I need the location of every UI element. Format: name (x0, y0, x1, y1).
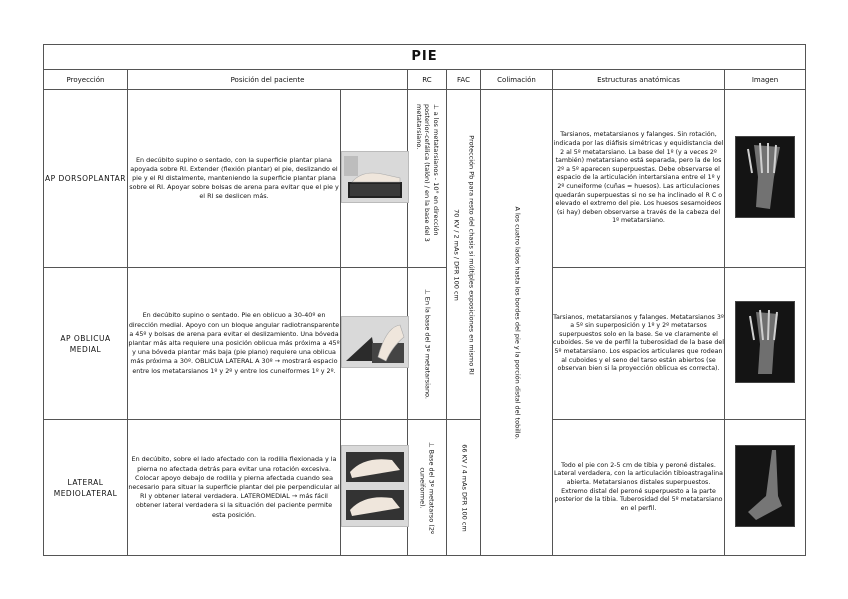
patient-position-photo-icon (341, 445, 409, 527)
patient-position-photo-icon (341, 151, 409, 203)
xray-cell (725, 90, 806, 268)
rc-text: ⊥ En la base del 3º metatarsiano. (423, 288, 432, 399)
rc-text: ⊥ Base del 3º metatarso (2º cuneiforme). (419, 441, 436, 534)
table-row (44, 90, 806, 268)
header-projection: Proyección (44, 69, 128, 89)
foot-protocol-table (43, 44, 806, 556)
position-photo-cell (341, 268, 408, 420)
rc-cell (408, 268, 447, 420)
fac-cell-lateral (447, 420, 481, 556)
rc-cell (408, 90, 447, 268)
xray-image-icon (735, 136, 795, 218)
header-fac: FAC (447, 69, 481, 89)
table-row (44, 268, 806, 420)
position-cell: En decúbito supino o sentado. Pie en oblicuo a 30-40º en dirección medial. Apoyo con un bloque angular radiotransparente a 45º y bolsas de arena para evitar el deslizamiento. Una bóveda plantar más alta requiere una posición oblicua más próxima a 45º y una bóveda plantar más baja (pie plano) requiere una oblicua más próxima a 30º. OBLICUA LATERAL A 30º → mostrará espacio entre los metatarsianos 1º y 2º y entre los cuneiformes 1º y 2º. (128, 268, 341, 420)
fac-cell-shared (447, 90, 481, 420)
rc-text: ⊥ a los metatarsianos - 10° en dirección posterior-cefálica (talón) / en la base del 3 metatarsiano. (414, 103, 440, 242)
header-rc: RC (408, 69, 447, 89)
projection-cell: AP OBLICUA MEDIAL (44, 268, 128, 420)
fac-wrap (447, 90, 480, 419)
colimation-wrap (481, 90, 552, 555)
colimation-cell (481, 90, 553, 556)
header-image: Imagen (725, 69, 806, 89)
structures-cell: Tarsianos, metatarsianos y falanges. Metatarsianos 3º a 5º sin superposición y 1º y 2º metatarsos superpuestos solo en la base. Se ve claramente el cuboides. Se ve de perfil la tuberosidad de la base del 5º metatarsiano. Los espacios articulares que rodean al cuboides y el seno del tarso están abiertos (se observan bien si la proyección oblicua es correcta). (553, 268, 725, 420)
position-photo-cell (341, 420, 408, 556)
rc-wrap (408, 268, 446, 419)
xray-cell (725, 420, 806, 556)
fac-text (452, 90, 475, 419)
fac-shared-text: Protección Pb para resto del chasis si múltiples exposiciones en mismo RI (467, 134, 475, 375)
table-row (44, 420, 806, 556)
structures-cell: Todo el pie con 2-5 cm de tibia y peroné distales. Lateral verdadera, con la articulación tibioastragalina abierta. Metatarsianos distales superpuestos. Extremo distal del peroné superpuesto a la parte posterior de la tibia. Tuberosidad del 5º metatarsiano en el perfil. (553, 420, 725, 556)
projection-cell: LATERAL MEDIOLATERAL (44, 420, 128, 556)
header-position: Posición del paciente (128, 69, 408, 89)
projection-cell: AP DORSOPLANTAR (44, 90, 128, 268)
header-structures: Estructuras anatómicas (553, 69, 725, 89)
xray-cell (725, 268, 806, 420)
header-colimation: Colimación (481, 69, 553, 89)
page-title: PIE (44, 45, 806, 70)
fac-lateral-text: 66 KV / 4 mAs DFR 100 cm (459, 443, 468, 532)
position-cell: En decúbito supino o sentado, con la superficie plantar plana apoyada sobre RI. Extender (flexión plantar) el pie, deslizando el pie y el RI distalmente, manteniendo la superficie plantar plana sobre el RI. Apoyar sobre bolsas de arena para evitar que el pie y el RI se deslicen más. (128, 90, 341, 268)
rc-cell (408, 420, 447, 556)
colimation-text: A los cuatro lados hasta los bordes del pie y la porción distal del tobillo. (512, 206, 521, 440)
xray-image-icon (735, 301, 795, 383)
structures-cell: Tarsianos, metatarsianos y falanges. Sin rotación, indicada por las diáfisis simétricas y equidistancia del 2 al 5º metatarsiano. La base del 1º (y a veces 2º también) metatarsiano está separada, pero la de los 2º a 5º aparecen superpuestas. Debe observarse el espacio de la articulación intertarsiana entre el 1º y 2º cuneiforme (cuñas = huesos). Las articulaciones quedarán superpuestas si no se ha inclinado el R C o elevado el extremo del pie. Los huesos sesamoideos (si hay) deben observarse a través de la cabeza del 1º metatarsiano. (553, 90, 725, 268)
rc-wrap (408, 90, 446, 267)
position-photo-cell (341, 90, 408, 268)
fac-lateral-wrap (447, 420, 480, 555)
patient-position-photo-icon (341, 316, 409, 368)
fac-ap-text: 70 KV / 2 mAs / DFR 100 cm (452, 208, 461, 301)
position-cell: En decúbito, sobre el lado afectado con la rodilla flexionada y la pierna no afectada detrás para evitar una rotación excesiva. Colocar apoyo debajo de rodilla y pierna afectada cuando sea necesario para situar la superficie plantar del pie perpendicular al RI y obtener lateral verdadera. LATEROMEDIAL → más fácil obtener lateral verdadera si la situación del paciente permite esta posición. (128, 420, 341, 556)
xray-image-icon (735, 445, 795, 527)
rc-wrap (408, 420, 446, 555)
